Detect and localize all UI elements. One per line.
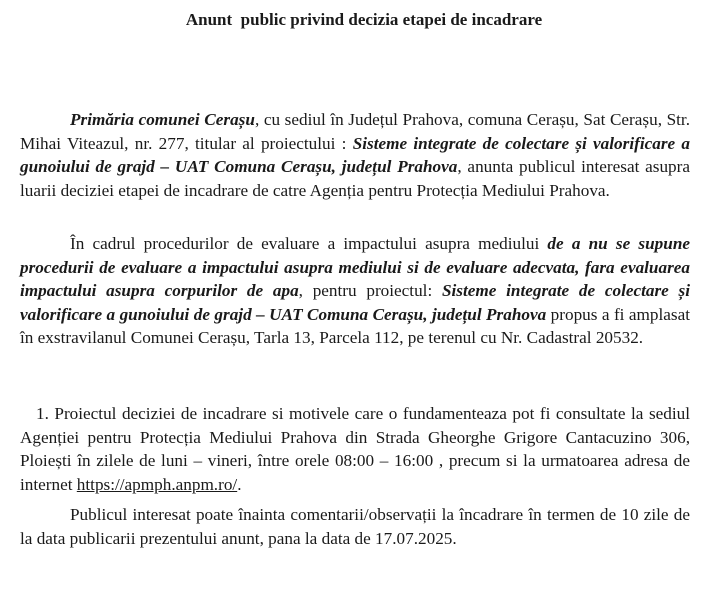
titular-address: , cu sediul în Județul Prahova, comuna Cerașu, Sat Cerașu, Str. Mihai Viteazul, nr. 277, titular al proiectului : [20,110,691,153]
project-name: Sisteme integrate de colectare și valorificare a gunoiului de grajd – UAT Comuna Cerașu, județul Prahova [20,133,690,176]
consultation-end: . [237,474,242,494]
page-title [0,10,728,30]
title-text: Anunt public privind decizia etapei de [185,10,472,29]
paragraph-decision [20,232,690,350]
paragraph-titular [20,108,690,202]
decision-intro: În cadrul procedurilor de evaluare a impactului asupra mediului [70,234,548,253]
decision-text: de a nu se supune procedurii de evaluare a impactului asupra mediului si de evaluare adecvata, fara evaluarea impactului asupra corpurilor de apa [20,234,691,300]
decision-connector: , pentru proiectul: [298,281,442,300]
consultation-text: 1. Proiectul deciziei de incadrare si motivele care o fundamenteaza pot fi consultate la sediul Agenției pentru Protecția Mediului Prahova din Strada Gheorghe Grigore Cantacuzino 306, Ploiești în zilele de luni – vineri, între orele 08:00 – 16:00 , precum si la urmatoarea adresa de internet [20,404,690,494]
title-text-end: incadrare [471,10,543,29]
titular-name: Primăria comunei Cerașu [70,110,255,129]
paragraph-comments [20,503,690,550]
comments-text: Publicul interesat poate înainta comentarii/observații la încadrare în termen de 10 zile de la data publicarii prezentului anunt, pana la data de 17.07.2025. [20,505,690,548]
paragraph-consultation [20,402,690,496]
project-name-repeat: Sisteme integrate de colectare și valorificare a gunoiului de grajd – UAT Comuna Cerașu, județul Prahova [20,281,690,324]
announcement-text: , anunta publicul interesat asupra luarii deciziei etapei de incadrare de catre Agenția pentru Protecția Mediului Prahova. [20,157,690,200]
project-location: propus a fi amplasat în exstravilanul Comunei Cerașu, Tarla 13, Parcela 112, pe terenul cu Nr. Cadastral 20532. [20,304,690,347]
apm-website-link[interactable]: https://apmph.anpm.ro/ [76,474,238,494]
